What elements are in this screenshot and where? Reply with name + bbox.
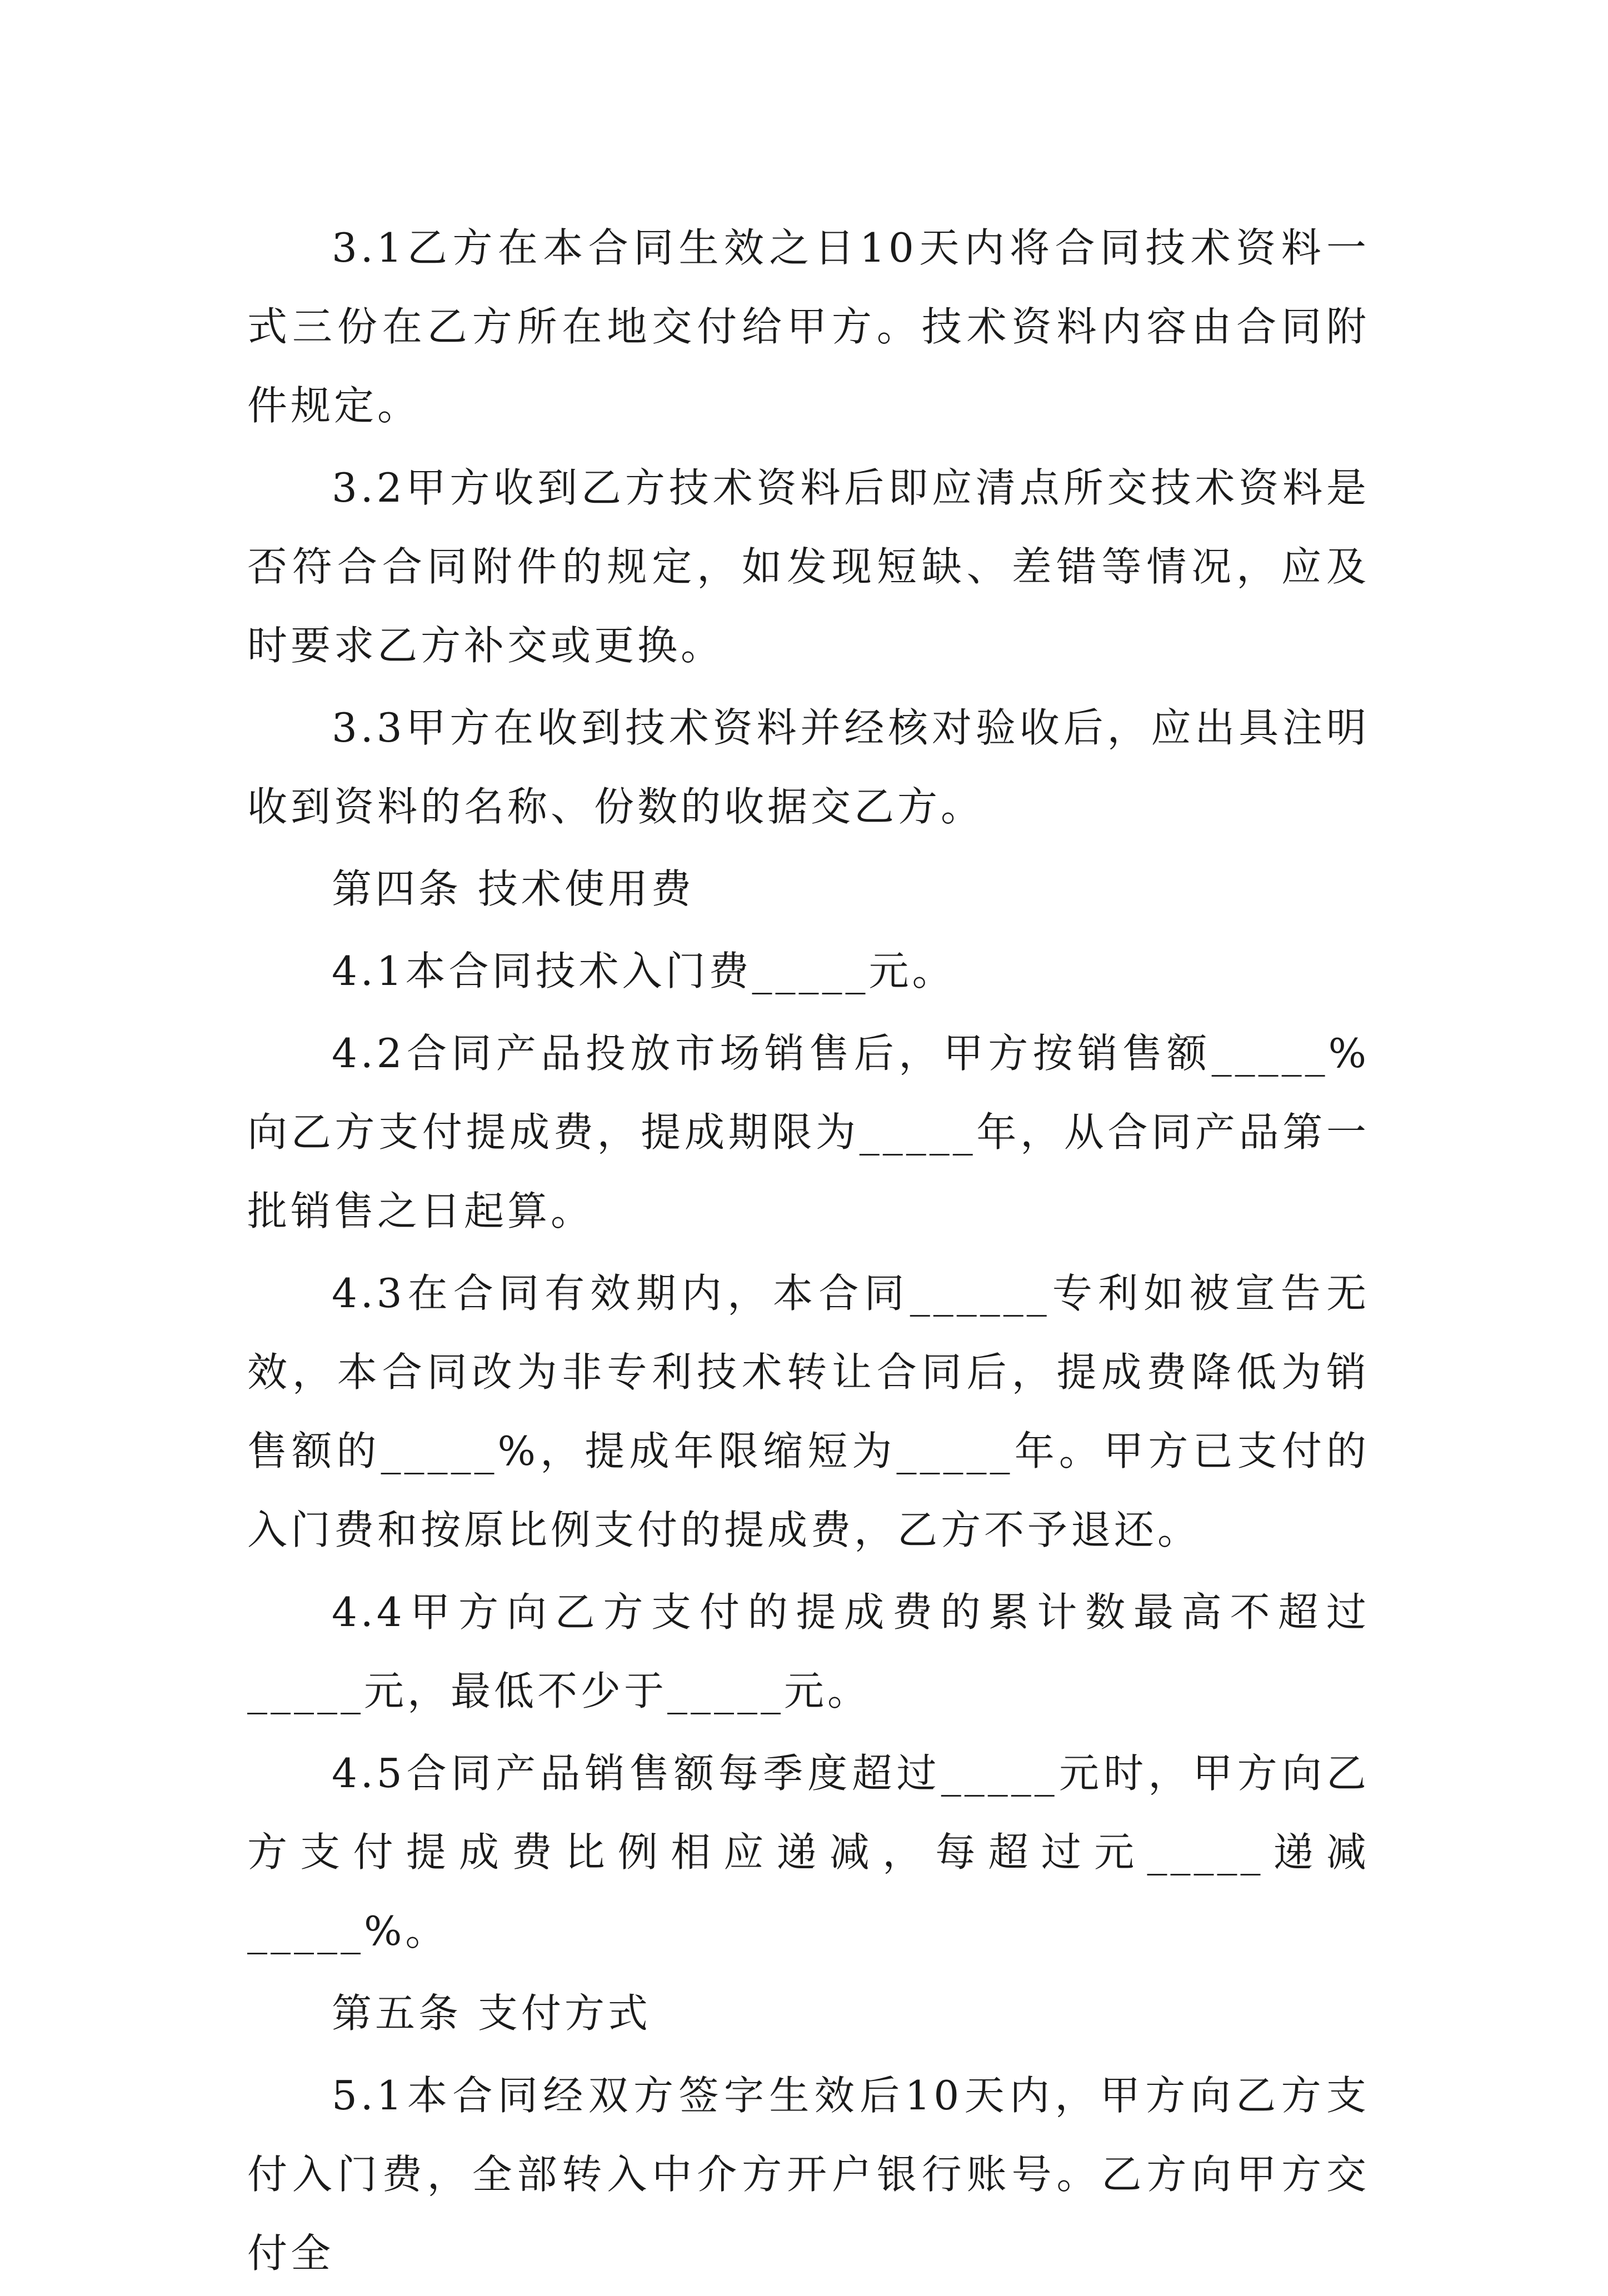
- clause-4-5: 4.5合同产品销售额每季度超过_____元时，甲方向乙方支付提成费比例相应递减，每超过元_____递减_____%。: [247, 1750, 1370, 1954]
- clause-3-1: 3.1乙方在本合同生效之日10天内将合同技术资料一式三份在乙方所在地交付给甲方。技术资料内容由合同附件规定。: [247, 224, 1370, 429]
- clause-5-1: 5.1本合同经双方签字生效后10天内，甲方向乙方支付入门费，全部转入中介方开户银行账号。乙方向甲方交付全: [247, 2072, 1370, 2277]
- article-5-heading: 第五条 支付方式: [332, 1990, 651, 2037]
- clause-3-2: 3.2甲方收到乙方技术资料后即应清点所交技术资料是否符合合同附件的规定，如发现短缺、差错等情况，应及时要求乙方补交或更换。: [247, 464, 1370, 669]
- clause-3-3: 3.3甲方在收到技术资料并经核对验收后，应出具注明收到资料的名称、份数的收据交乙方。: [247, 704, 1370, 830]
- article-4-heading: 第四条 技术使用费: [332, 866, 695, 912]
- clause-4-1: 4.1本合同技术入门费_____元。: [332, 948, 956, 994]
- clause-4-4: 4.4甲方向乙方支付的提成费的累计数最高不超过_____元，最低不少于_____元。: [247, 1589, 1370, 1714]
- contract-body: [247, 208, 1370, 2296]
- clause-4-2: 4.2合同产品投放市场销售后，甲方按销售额_____%向乙方支付提成费，提成期限为_____年，从合同产品第一批销售之日起算。: [247, 1030, 1370, 1234]
- clause-4-3: 4.3在合同有效期内，本合同______专利如被宣告无效，本合同改为非专利技术转让合同后，提成费降低为销售额的_____%，提成年限缩短为_____年。甲方已支付的入门费和按原比例支付的提成费，乙方不予退还。: [247, 1270, 1370, 1553]
